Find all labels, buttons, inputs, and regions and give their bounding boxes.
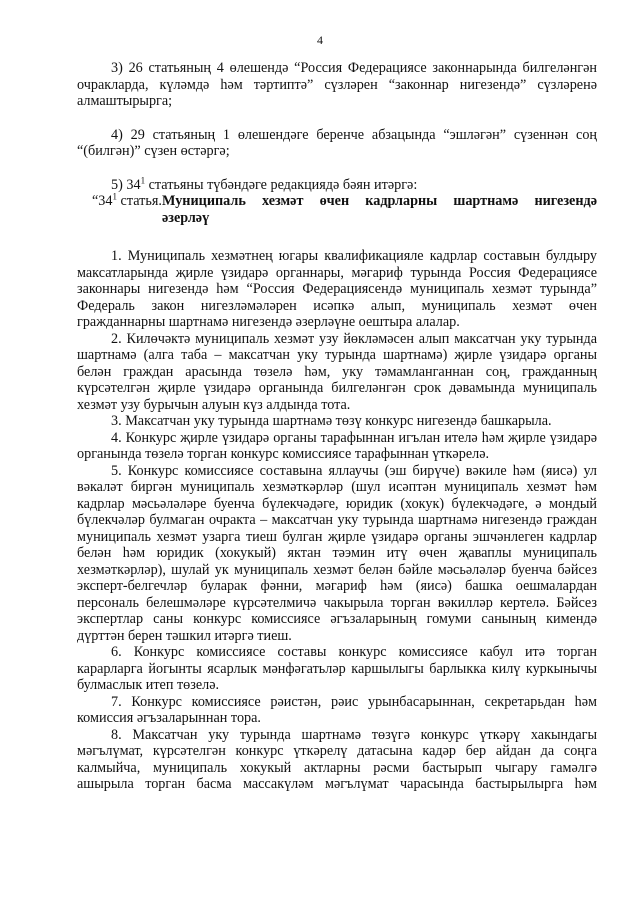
text-line: шартнамә (алга таба – максатчан уку турында шартнамә) җирле үзидарә органы bbox=[77, 347, 597, 363]
text-line: “(билгән)” сүзен өстәргә; bbox=[77, 143, 230, 159]
text-line: экспертлар саны конкурс комиссиясе әгъзаларының гомуми санының кимендә bbox=[77, 611, 597, 627]
paragraph-1 bbox=[77, 248, 597, 331]
text-line: персональ белешмәләре күрсәтелмичә чакырыла торган вәкилләр кертелә. Бәйсез bbox=[77, 594, 597, 611]
text-line: 6. Конкурс комиссиясе составы конкурс комиссиясе кабул итә торган bbox=[111, 644, 597, 660]
article-title bbox=[162, 193, 597, 226]
text-line: 1. Муниципаль хезмәтнең югары квалификацияле кадрлар составын булдыру bbox=[111, 248, 597, 264]
article-title-line: Муниципаль хезмәт өчен кадрларны шартнамә нигезендә bbox=[162, 193, 597, 209]
text-line: 4) 29 статьяның 1 өлешендәге беренче абзацында “эшләгән” сүзеннән соң bbox=[111, 126, 597, 143]
superscript: 1 bbox=[112, 191, 117, 202]
paragraph-6 bbox=[77, 644, 597, 694]
text-line bbox=[77, 174, 597, 194]
text-line: 3) 26 статьяның 4 өлешендә “Россия Федерациясе законнарында билгеләнгән bbox=[111, 60, 597, 76]
text-line: кадрлар мәсьәләләре буенча бүлекчәдәге, юридик (хокук) бүлекчәдәге, ә мондый bbox=[77, 495, 597, 512]
text-line: белән һәм юридик (хокукый) яктан тәэмин итү өчен җаваплы муниципаль bbox=[77, 545, 597, 561]
paragraph-5 bbox=[77, 463, 597, 645]
text-line: калмыйча, муниципаль хокукый актларны рәсми бастырып чыгару гамәлгә bbox=[77, 759, 597, 776]
article-title-line: әзерләү bbox=[162, 209, 210, 226]
text-line: хезмәткәрләр), шулай ук муниципаль хезмәт белән бәйле мәсьәләләр буенча бәйсез bbox=[77, 561, 597, 578]
text-line: мәгълүмат, күрсәтелгән конкурс үткәрелү датасына кадәр бер айдан да соңга bbox=[77, 743, 597, 759]
text-line: гражданнарны шартнамә нигезендә әзерләүне оештыра алалар. bbox=[77, 314, 460, 330]
item5-rest: статьяны түбәндәге редакциядә бәян итәргә: bbox=[145, 176, 418, 193]
paragraph-4 bbox=[77, 430, 597, 463]
amendment-item-3 bbox=[77, 60, 597, 110]
text-line: очракларда, күләмдә һәм тәртиптә” сүзләрен “законнар нигезендә” сүзләренә bbox=[77, 76, 597, 93]
paragraph-7 bbox=[77, 694, 597, 727]
article-number bbox=[77, 193, 162, 226]
text-line: күрсәтелгән җирле үзидарә органында билгеләнгән срок дәвамында муниципаль bbox=[77, 380, 597, 396]
text-line: хезмәт узу бурычын алуын күз алдында тота. bbox=[77, 396, 351, 413]
text-line: карарларга йогынты ясарлык мәнфәгатьләр каршылыгы барлыкка килү куркынычы bbox=[77, 660, 597, 677]
paragraph-2 bbox=[77, 331, 597, 414]
text-line: ашырыла торган басма массакүләм мәгълүмат чарасында бастырылырга һәм bbox=[77, 776, 597, 792]
text-line: алмаштырырга; bbox=[77, 93, 173, 109]
amendment-item-4 bbox=[77, 127, 597, 160]
text-line: 3. Максатчан уку турында шартнамә төзү конкурс нигезендә башкарыла. bbox=[111, 413, 552, 429]
text-line: 4. Конкурс җирле үзидарә органы тарафыннан игълан ителә һәм җирле үзидарә bbox=[111, 429, 597, 446]
article-word: статья. bbox=[117, 193, 162, 209]
item5-lead: 5) 34 bbox=[111, 176, 141, 193]
document-body bbox=[77, 60, 597, 793]
text-line: муниципаль хезмәт узарга тиеш булган җирле үзидарә органы эшчәнлеген кадрлар bbox=[77, 528, 597, 545]
text-line: законнары нигезендә һәм “Россия Федерациясендә муниципаль хезмәт турында” bbox=[77, 281, 597, 297]
text-line: 7. Конкурс комиссиясе рәистән, рәис урынбасарыннан, секретарьдан һәм bbox=[111, 693, 597, 710]
page-number: 4 bbox=[317, 33, 323, 47]
text-line: булмаслык итеп төзелә. bbox=[77, 677, 220, 693]
paragraph-8 bbox=[77, 727, 597, 793]
article-open: “34 bbox=[92, 193, 113, 209]
text-line: эксперт-белгечләр буларак фәнни, мәгариф һәм (яисә) башка оешмалардан bbox=[77, 578, 597, 594]
text-line: органында төзелә торган конкурс комиссиясе тарафыннан үткәрелә. bbox=[77, 446, 490, 462]
article-heading bbox=[77, 193, 597, 226]
text-line: 8. Максатчан уку турында шартнамә төзүгә конкурс үткәрү хакындагы bbox=[111, 726, 597, 743]
text-line: комиссия әгъзаларыннан тора. bbox=[77, 710, 261, 726]
text-line: бүлекчәләр булмаган очракта – максатчан уку турында шартнамә нигезендә граждан bbox=[77, 512, 597, 528]
text-line: вәкаләт биргән муниципаль хезмәткәрләр (шул исәптән муниципаль хезмәт һәм bbox=[77, 479, 597, 495]
text-line: 5. Конкурс комиссиясе составына яллаучы (эш бирүче) вәкиле һәм (яисә) ул bbox=[111, 462, 597, 479]
text-line: Федераль закон нигезләмәләрен исәпкә алып, муниципаль хезмәт өчен bbox=[77, 297, 597, 314]
text-line: 2. Килөчәктә муниципаль хезмәт узу йөкләмәсен алып максатчан уку турында bbox=[111, 330, 597, 347]
text-line: белән граждан арасында төзелә һәм, уку тәмамланганнан соң, гражданның bbox=[77, 363, 597, 380]
text-line: максатларында җирле үзидарә органнары, мәгариф турында Россия Федерациясе bbox=[77, 264, 597, 281]
superscript: 1 bbox=[140, 174, 146, 185]
text-line: дүрттән берен тәшкил итәргә тиеш. bbox=[77, 627, 292, 644]
paragraph-3 bbox=[77, 413, 597, 430]
amendment-item-5 bbox=[77, 174, 597, 194]
